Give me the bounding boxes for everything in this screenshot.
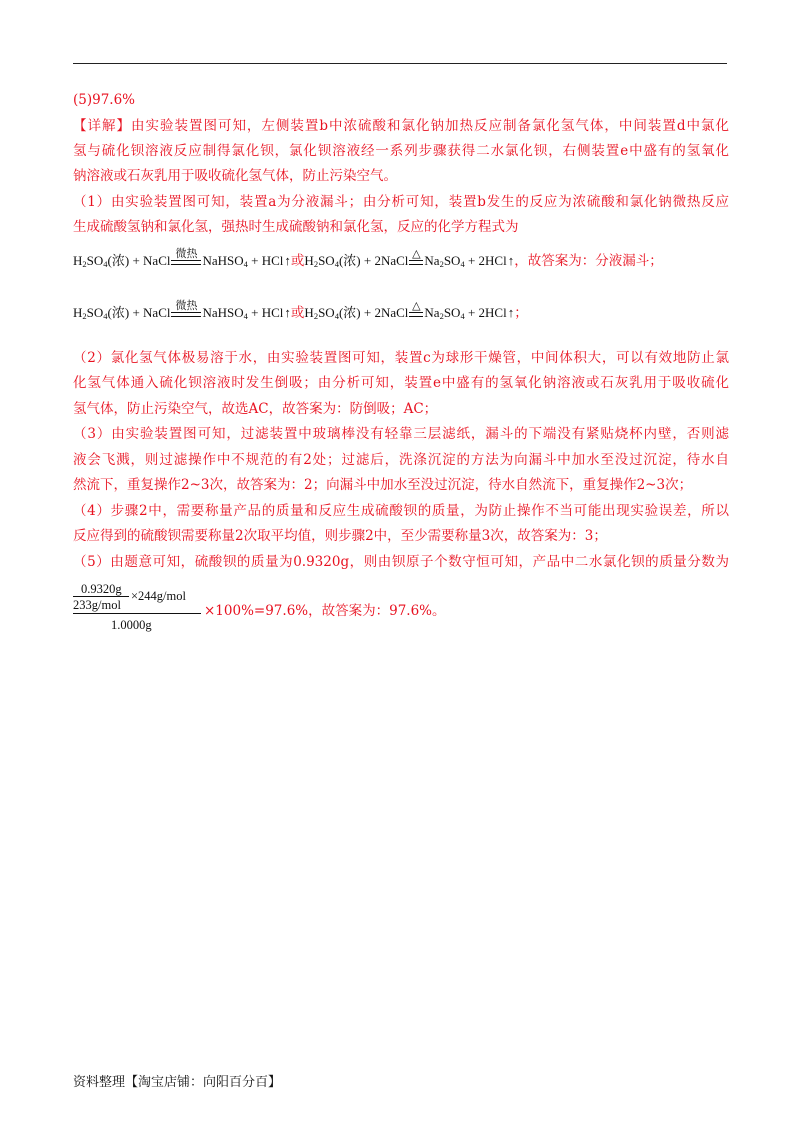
detail-line-1 (73, 116, 729, 136)
part5-line: （5）由题意可知，硫酸钡的质量为0.9320g，则由钡原子个数守恒可知，产品中二水氯化钡的质量分数为 (73, 554, 729, 570)
gas-arrow: ↑ (284, 305, 291, 320)
part3-line-2: 液会飞溅，则过滤操作中不规范的有2处；过滤后，洗涤沉淀的方法为向漏斗中加水至没过沉淀，待水自 (73, 452, 729, 468)
equation-1: H 2 SO 4 (浓) + NaCl 微热 NaHSO 4 + HCl ↑ (73, 248, 291, 269)
header-rule (73, 63, 727, 64)
gas-arrow: ↑ (284, 253, 291, 268)
equation-2-repeat: H 2 SO 4 (浓) + 2 NaCl △ Na 2 SO 4 + 2HCl ↑ (304, 300, 515, 321)
part3-line-1: （3）由实验装置图可知，过滤装置中玻璃棒没有轻靠三层滤纸，漏斗的下端没有紧贴烧杯内壁，否则滤 (73, 426, 729, 442)
gas-arrow: ↑ (507, 305, 515, 320)
equation-2: H 2 SO 4 (浓) + 2 NaCl △ Na 2 SO 4 + 2HCl ↑ (304, 248, 515, 269)
footer-source: 资料整理【淘宝店铺：向阳百分百】 (73, 1075, 282, 1090)
detail-tag: 【详解】 (73, 118, 131, 134)
detail-text-1: 由实验装置图可知，左侧装置b中浓硫酸和氯化钠加热反应制备氯化氢气体，中间装置d中氯化 (130, 118, 729, 134)
part2-line-1: （2）氯化氢气体极易溶于水，由实验装置图可知，装置c为球形干燥管，中间体积大，可以有效地防止氯 (73, 350, 729, 366)
condition-heat: △ (409, 300, 423, 323)
equation-line-2: H 2 SO 4 (浓) + NaCl 微热 NaHSO 4 + HCl ↑ 或 H 2 SO 4 (浓) + 2 NaCl △ Na 2 SO 4 + 2HCl ↑ ； (73, 300, 528, 321)
part4-line-2: 反应得到的硫酸钡需要称量2次取平均值，则步骤2中，至少需要称量3次，故答案为：3； (73, 528, 607, 544)
condition-heat: △ (409, 248, 423, 271)
part3-line-3: 然流下，重复操作2~3次，故答案为：2；向漏斗中加水至没过沉淀，待水自然流下，重复操作2~3次； (73, 477, 693, 493)
equation-line-1: H 2 SO 4 (浓) + NaCl 微热 NaHSO 4 + HCl ↑ 或 H 2 SO 4 (浓) + 2 NaCl △ Na 2 SO 4 + 2HCl ↑ ，故答案为：分液漏斗； (73, 248, 663, 269)
detail-line-3: 钠溶液或石灰乳用于吸收硫化氢气体，防止污染空气。 (73, 168, 397, 184)
part2-line-3: 氢气体，防止污染空气，故选AC，故答案为：防倒吸；AC； (73, 401, 438, 417)
condition-heat-mild: 微热 (171, 300, 201, 323)
equation-1-repeat: H 2 SO 4 (浓) + NaCl 微热 NaHSO 4 + HCl ↑ (73, 300, 291, 321)
fraction-numerator-top: 0.9320g (81, 582, 122, 596)
part2-line-2: 化氢气体通入硫化钡溶液时发生倒吸；由分析可知，装置e中盛有的氢氧化钠溶液或石灰乳用于吸收硫化 (73, 375, 729, 391)
fraction-result: ×100%=97.6%，故答案为：97.6%。 (204, 603, 446, 619)
fraction-denominator: 1.0000g (111, 618, 152, 632)
part1-line-1: （1）由实验装置图可知，装置a为分液漏斗；由分析可知，装置b发生的反应为浓硫酸和氯化钠微热反应 (73, 194, 729, 210)
detail-line-2: 氢与硫化钡溶液反应制得氯化钡，氯化钡溶液经一系列步骤获得二水氯化钡，右侧装置e中盛有的氢氧化 (73, 143, 729, 159)
gas-arrow: ↑ (507, 253, 515, 268)
condition-heat-mild: 微热 (171, 248, 201, 271)
part1-line-2: 生成硫酸氢钠和氯化氢，强热时生成硫酸钠和氯化氢，反应的化学方程式为 (73, 219, 519, 235)
fraction-times-molar: ×244g/mol (131, 589, 186, 603)
fraction-numerator-bottom: 233g/mol (73, 596, 129, 613)
part4-line-1: （4）步骤2中，需要称量产品的质量和反应生成硫酸钡的质量，为防止操作不当可能出现实验误差，所以 (73, 503, 729, 519)
fraction-bar (73, 613, 201, 614)
answer-5: (5)97.6% (73, 92, 136, 108)
